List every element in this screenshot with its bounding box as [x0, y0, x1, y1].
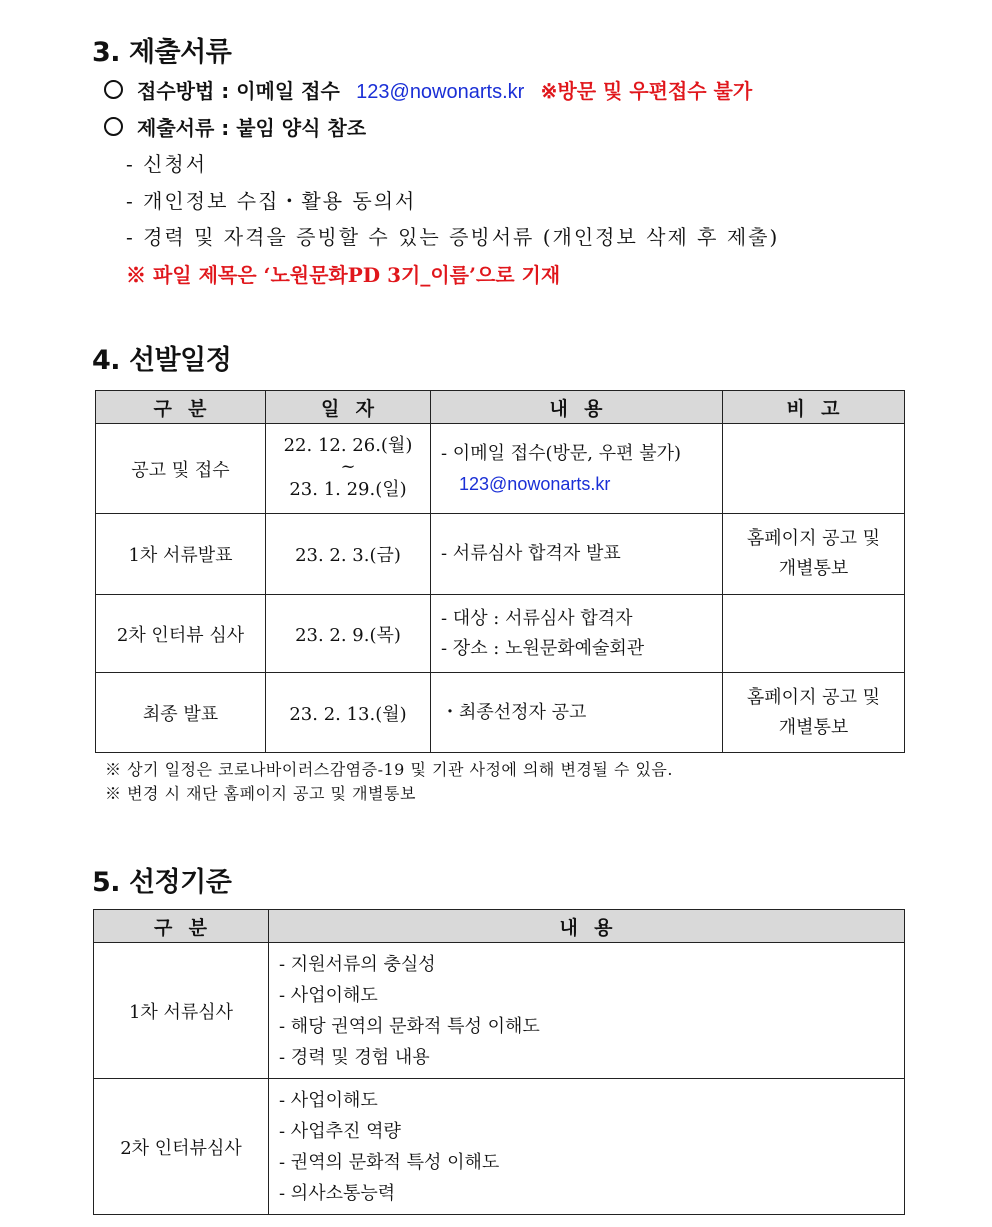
content-line: - 이메일 접수(방문, 우편 불가) [441, 442, 682, 464]
criteria-category: 1차 서류심사 [94, 943, 269, 1079]
schedule-table [95, 390, 905, 753]
criteria-item: - 사업이해도 [279, 1089, 378, 1111]
note-line: 개별통보 [778, 716, 849, 738]
date-line: 23. 1. 29.(일) [289, 478, 407, 500]
criteria-items [269, 1079, 905, 1215]
table-row [96, 514, 905, 595]
doc-item: - 개인정보 수집・활용 동의서 [126, 189, 417, 213]
schedule-header-row [96, 391, 905, 424]
schedule-note [723, 595, 905, 673]
note-line: 개별통보 [778, 558, 849, 579]
schedule-date: 23. 2. 9.(목) [266, 595, 431, 673]
header-category: 구 분 [94, 910, 269, 943]
schedule-date: 23. 2. 13.(월) [266, 673, 431, 753]
section4-heading: 4. 선발일정 [92, 345, 232, 376]
criteria-item: - 의사소통능력 [279, 1182, 396, 1204]
section3-heading: 3. 제출서류 [92, 37, 232, 68]
circle-bullet-icon [104, 80, 123, 99]
content-line: ・최종선정자 공고 [441, 701, 587, 723]
schedule-content [431, 514, 723, 595]
schedule-footnote: ※ 상기 일정은 코로나바이러스감염증-19 및 기관 사정에 의해 변경될 수 있음. [105, 760, 673, 779]
header-content: 내 용 [431, 391, 723, 424]
criteria-item: - 사업추진 역량 [279, 1120, 401, 1142]
schedule-note [723, 424, 905, 514]
table-row [94, 1079, 905, 1215]
criteria-item: - 권역의 문화적 특성 이해도 [279, 1151, 500, 1173]
date-line: ~ [340, 455, 356, 477]
criteria-table [93, 909, 905, 1215]
required-docs-line [104, 115, 366, 141]
header-category: 구 분 [96, 391, 266, 424]
header-date: 일 자 [266, 391, 431, 424]
doc-item: - 신청서 [126, 152, 208, 176]
submission-method-line [104, 78, 752, 105]
filename-note: ※ 파일 제목은 ‘노원문화PD 3기_이름’으로 기재 [126, 263, 561, 287]
note-line: 홈페이지 공고 및 [746, 686, 881, 708]
doc-item: - 경력 및 자격을 증빙할 수 있는 증빙서류 (개인정보 삭제 후 제출) [126, 225, 780, 249]
content-line: - 서류심사 합격자 발표 [441, 543, 621, 564]
schedule-category: 공고 및 접수 [96, 424, 266, 514]
criteria-item: - 해당 권역의 문화적 특성 이해도 [279, 1015, 540, 1037]
note-line: 홈페이지 공고 및 [746, 528, 881, 549]
content-email[interactable]: 123@nowonarts.kr [459, 473, 611, 494]
schedule-footnote: ※ 변경 시 재단 홈페이지 공고 및 개별통보 [105, 784, 416, 803]
table-row [94, 943, 905, 1079]
schedule-category: 2차 인터뷰 심사 [96, 595, 266, 673]
schedule-category: 1차 서류발표 [96, 514, 266, 595]
criteria-items [269, 943, 905, 1079]
content-line: - 대상 : 서류심사 합격자 [441, 607, 633, 629]
schedule-content [431, 424, 723, 514]
date-line: 22. 12. 26.(월) [283, 434, 413, 456]
criteria-item: - 지원서류의 충실성 [279, 953, 436, 975]
header-content: 내 용 [269, 910, 905, 943]
criteria-item: - 경력 및 경험 내용 [279, 1046, 430, 1068]
table-row [96, 424, 905, 514]
schedule-date [266, 424, 431, 514]
schedule-content [431, 673, 723, 753]
required-docs-label: 제출서류 : 붙임 양식 참조 [137, 116, 367, 140]
schedule-content [431, 595, 723, 673]
table-row [96, 673, 905, 753]
submission-email[interactable]: 123@nowonarts.kr [356, 81, 525, 103]
content-line: - 장소 : 노원문화예술회관 [441, 637, 645, 659]
submission-method-label: 접수방법 : 이메일 접수 [137, 79, 340, 103]
circle-bullet-icon [104, 117, 123, 136]
schedule-note [723, 673, 905, 753]
submission-method-note: ※방문 및 우편접수 불가 [540, 79, 753, 103]
section5-heading: 5. 선정기준 [92, 867, 232, 898]
criteria-header-row [94, 910, 905, 943]
schedule-note [723, 514, 905, 595]
table-row [96, 595, 905, 673]
header-note: 비 고 [723, 391, 905, 424]
criteria-category: 2차 인터뷰심사 [94, 1079, 269, 1215]
schedule-date: 23. 2. 3.(금) [266, 514, 431, 595]
criteria-item: - 사업이해도 [279, 984, 378, 1006]
schedule-category: 최종 발표 [96, 673, 266, 753]
